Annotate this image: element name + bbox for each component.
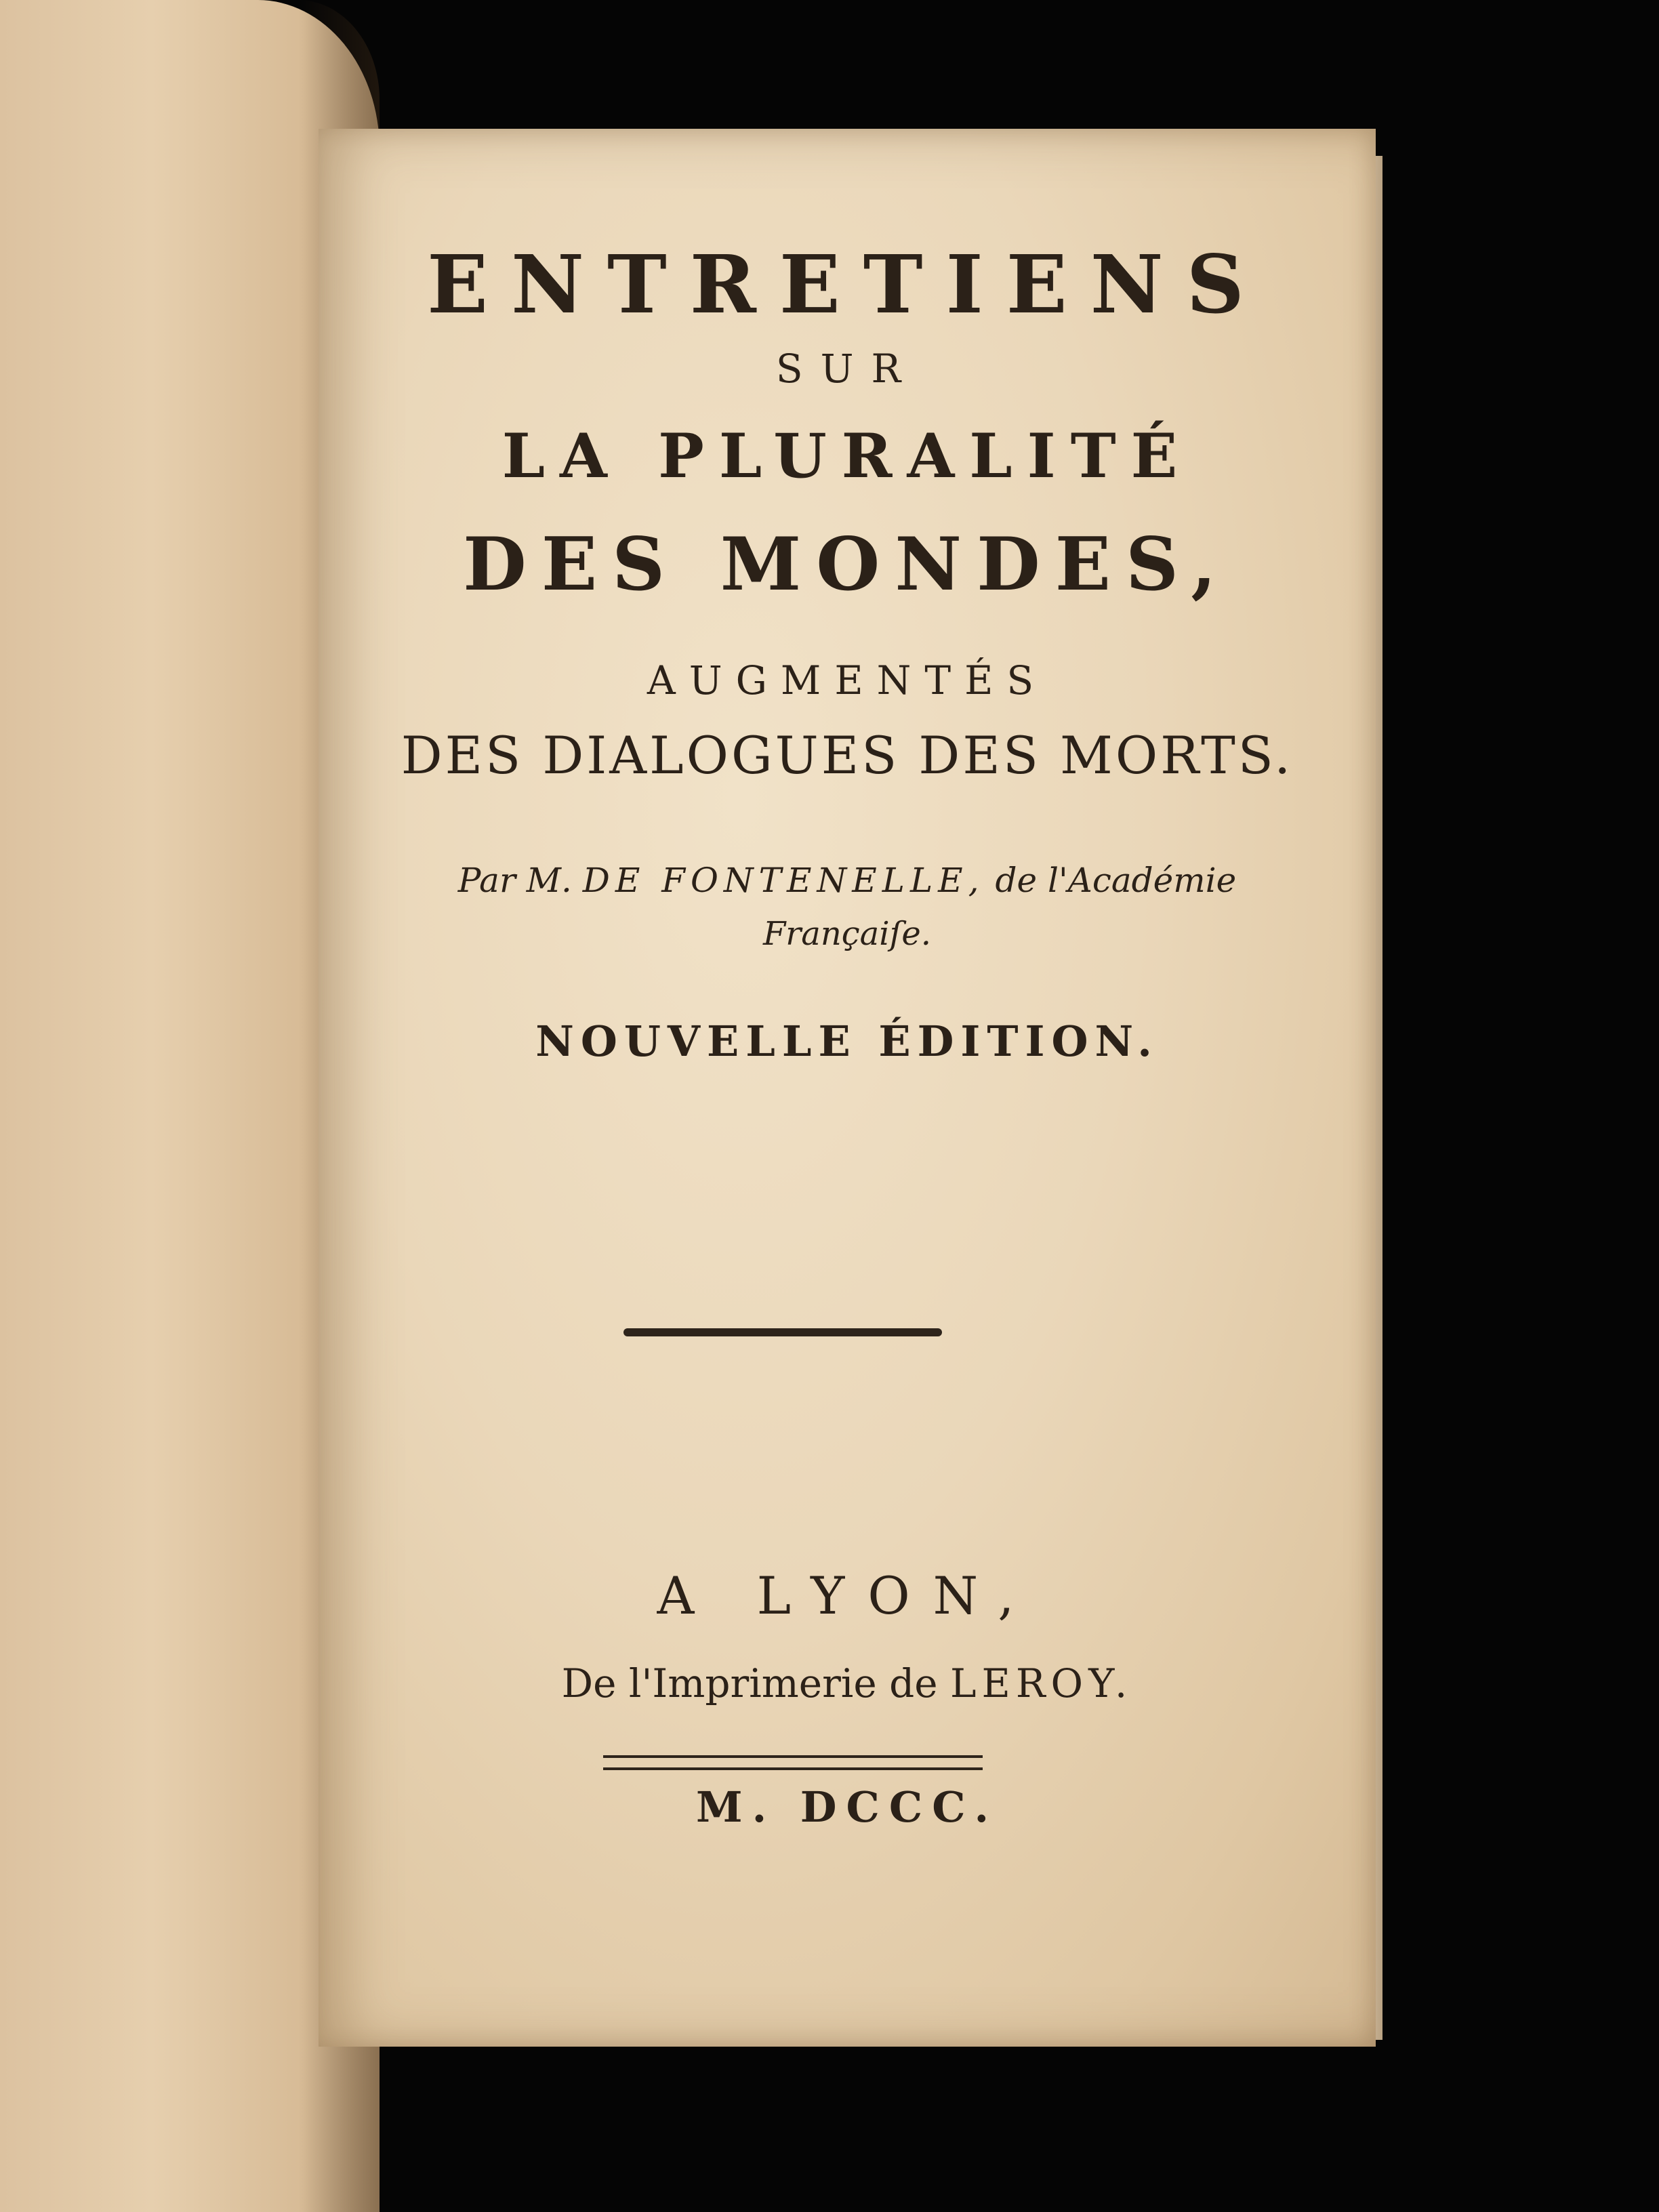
subtitle-dialogues: DES DIALOGUES DES MORTS. <box>401 725 1294 785</box>
edition-statement: NOUVELLE ÉDITION. <box>535 1017 1159 1066</box>
double-rule <box>603 1755 983 1770</box>
author-name: DE FONTENELLE, <box>582 861 985 900</box>
title-line-pluralite: LA PLURALITÉ <box>501 420 1193 492</box>
title-line-mondes: DES MONDES, <box>463 522 1231 607</box>
decorative-rule <box>623 1328 942 1336</box>
author-line <box>319 861 1376 900</box>
title-page <box>319 129 1376 2047</box>
author-suffix: de l'Académie <box>995 861 1237 900</box>
imprint-city: A LYON, <box>657 1565 1038 1626</box>
author-prefix: Par M. <box>457 861 572 900</box>
author-affiliation: Françaiſe. <box>762 915 932 953</box>
book-title: ENTRETIENS <box>427 237 1267 331</box>
imprint-year: M. DCCC. <box>695 1782 999 1832</box>
imprint-printer <box>319 1660 1376 1706</box>
printer-prefix: De l'Imprimerie de <box>561 1660 938 1706</box>
title-word-sur: SUR <box>775 346 919 392</box>
subtitle-augmentes: AUGMENTÉS <box>647 657 1048 703</box>
printer-name: LEROY. <box>950 1660 1133 1706</box>
